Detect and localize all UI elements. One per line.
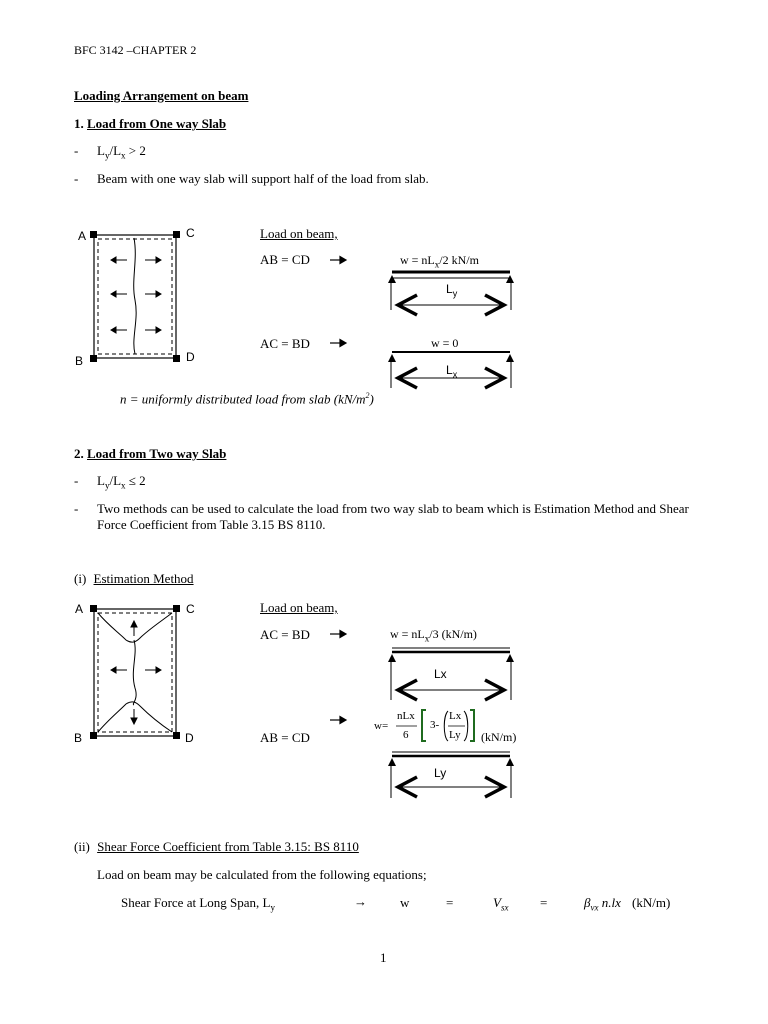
corner-label-a: A [75,602,84,616]
corner-label-b: B [74,731,83,745]
corner-label-a: A [78,229,87,243]
ac-bd-label: AC = BD [260,336,310,351]
subsection-title: Shear Force Coefficient from Table 3.15: BS 8110 [97,839,359,854]
subsection-title: Estimation Method [93,571,194,586]
corner-label-c: C [186,226,195,240]
span-lx-label: $L_x$ [446,363,458,380]
corner-label-b: B [75,354,84,368]
formula-unit: (kN/m) [481,730,517,744]
page-title: Loading Arrangement on beam [74,88,249,103]
equation-w: w [400,895,410,910]
page-number: 1 [380,950,387,965]
bullet-dash: - [74,143,79,158]
ac-bd-label: AC = BD [260,627,310,642]
shear-force-heading [74,839,359,855]
formula-w-label: w= [374,720,389,732]
n-definition-note: n = uniformly distributed load from slab $(kN/m^2)$ [120,391,374,407]
corner-label-d: D [185,731,194,745]
load-w-third: $w = nL_x/3$ (kN/m) [390,627,477,644]
formula-numerator: nLx [397,710,415,722]
equation-unit: (kN/m) [632,895,671,910]
corner-label-c: C [186,602,195,616]
subsection-number: (i) [74,571,87,586]
equation-rhs: $\beta_{vx}$ n.lx [584,895,621,913]
shear-force-intro: Load on beam may be calculated from the following equations; [97,867,427,882]
load-on-beam-label: Load on beam, [260,226,338,241]
equation-arrow: → [354,894,367,909]
section-1-title: Load from One way Slab [87,116,227,131]
ab-cd-label: AB = CD [260,730,310,745]
equation-v-sx: $V_{sx}$ [493,895,509,913]
formula-three-minus: 3- [430,719,440,731]
shear-long-span-label: Shear Force at Long Span, $L_y$ [121,895,275,913]
ab-cd-label: AB = CD [260,252,310,267]
span-ly-label: $L_y$ [446,282,458,299]
bullet-two-methods-text: Two methods can be used to calculate the load from two way slab to beam which is Estimation Method and Shear Force Coefficient from Table 3.15 BS 8110. [97,501,689,532]
load-w-half: $w = nL_x/2$ kN/m [400,253,479,270]
bullet-ratio-1: - $L_y/L_x > 2$ [74,143,146,161]
section-2-number: 2. [74,446,84,461]
equation-equals: = [446,895,454,910]
section-1-number: 1. [74,116,84,131]
equation-equals: = [540,895,548,910]
formula-denominator: 6 [403,729,409,741]
load-on-beam-label: Load on beam, [260,600,338,615]
bullet-dash: - [74,501,79,516]
bullet-text: Beam with one way slab will support half of the load from slab. [97,171,429,186]
bullet-dash: - [74,473,79,488]
bullet-ratio-2: - $L_y/L_x \le 2$ [74,473,146,491]
subsection-number: (ii) [74,839,90,854]
bullet-dash: - [74,171,79,186]
load-w-zero: w = 0 [431,336,459,350]
course-header: BFC 3142 –CHAPTER 2 [74,43,197,57]
section-2-title: Load from Two way Slab [87,446,227,461]
span-lx-label: Lx [434,667,447,681]
span-ly-label: Ly [434,766,447,780]
corner-label-d: D [186,350,195,364]
formula-frac-den: Ly [449,729,461,741]
formula-frac-num: Lx [449,710,462,722]
